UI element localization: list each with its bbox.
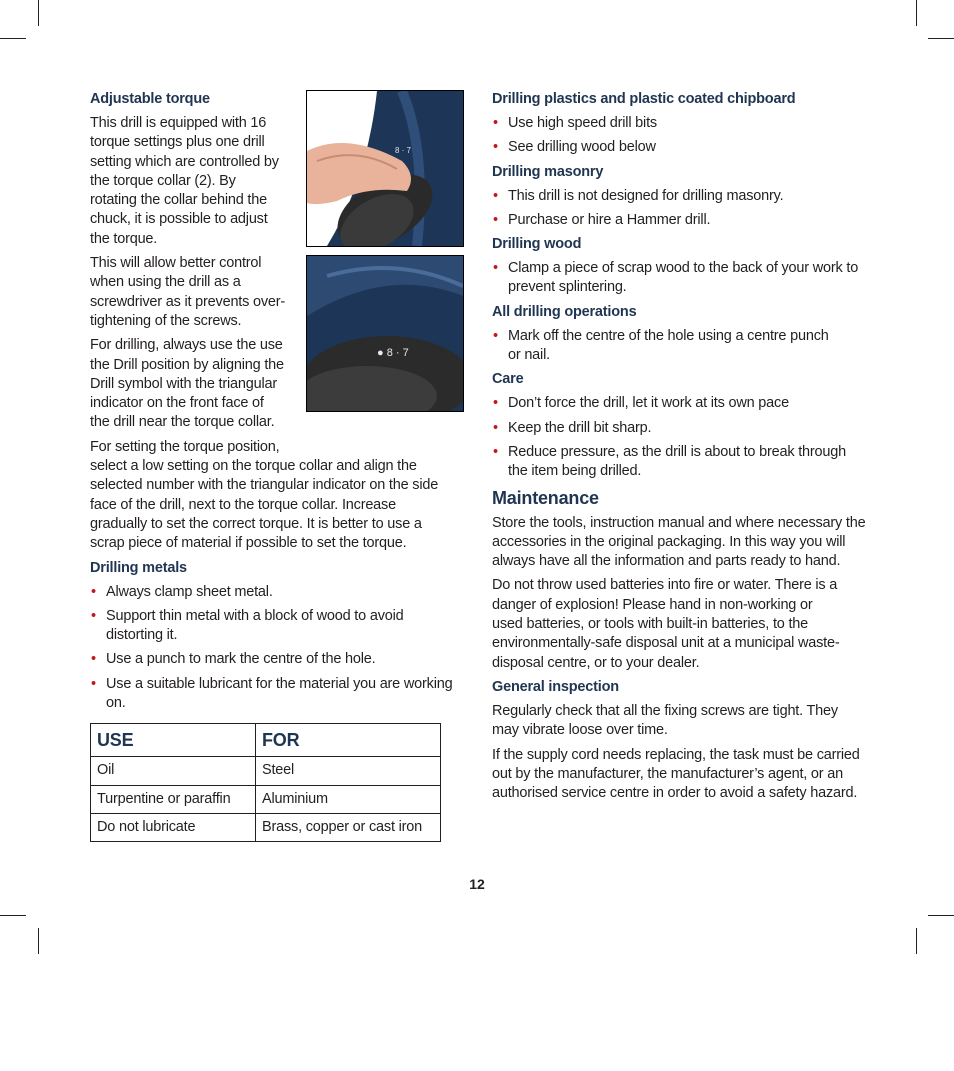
list-item: • Clamp a piece of scrap wood to the back of your work to prevent splintering.	[493, 260, 859, 296]
bullet-glyph: •	[493, 211, 498, 228]
crop-mark	[916, 0, 917, 26]
inspection-paragraph-1: Regularly check that all the fixing screws are tight. They may vibrate loose over time.	[492, 702, 838, 739]
table-cell: Turpentine or paraffin	[91, 785, 256, 813]
list-item: • See drilling wood below	[492, 138, 866, 157]
bullet-glyph: •	[91, 583, 96, 600]
inspection-paragraph-2: If the supply cord needs replacing, the task must be carried out by the manufacturer, the manufacturer’s agent, or an authorised service centre in order to avoid a safety hazard.	[492, 746, 860, 802]
all-operations-heading: All drilling operations	[492, 303, 637, 320]
list-item: • Mark off the centre of the hole using a centre punch or nail.	[493, 327, 829, 364]
bullet-glyph: •	[493, 139, 498, 156]
care-heading: Care	[492, 371, 524, 388]
list-item: • Keep the drill bit sharp.	[492, 419, 866, 438]
right-column	[492, 90, 866, 808]
plastics-list	[492, 114, 866, 158]
table-header-row	[91, 724, 441, 757]
bullet-glyph: •	[493, 443, 498, 460]
table-row	[91, 785, 441, 813]
crop-mark	[928, 915, 954, 916]
adjustable-torque-heading: Adjustable torque	[90, 91, 210, 107]
list-item: • Use a punch to mark the centre of the hole.	[90, 650, 456, 669]
table-row	[91, 813, 441, 841]
left-column	[90, 90, 456, 842]
table-cell: Do not lubricate	[91, 813, 256, 841]
drilling-metals-list	[90, 583, 456, 714]
list-item: • Don’t force the drill, let it work at its own pace	[492, 394, 866, 413]
bullet-glyph: •	[493, 187, 498, 204]
list-item: • Use a suitable lubricant for the material you are working on.	[91, 675, 453, 712]
crop-mark	[38, 928, 39, 954]
torque-paragraph-4-line1: For setting the torque position,	[90, 438, 280, 455]
maintenance-paragraph-1: Store the tools, instruction manual and where necessary the accessories in the original packaging. In this way you will always have all the information and parts ready to hand.	[492, 514, 866, 570]
crop-mark	[0, 38, 26, 39]
crop-mark	[38, 0, 39, 26]
bullet-glyph: •	[91, 651, 96, 668]
table-header-use: USE	[91, 724, 256, 757]
table-cell: Brass, copper or cast iron	[256, 813, 441, 841]
masonry-heading: Drilling masonry	[492, 163, 604, 180]
wood-heading: Drilling wood	[492, 236, 582, 253]
care-list	[492, 394, 866, 481]
torque-paragraph-1: This drill is equipped with 16 torque settings plus one drill setting which are controlled by the torque collar (2). By rotating the collar behind the chuck, it is possible to adjust the torque.	[90, 115, 279, 247]
plastics-heading: Drilling plastics and plastic coated chipboard	[492, 91, 796, 107]
list-item: • This drill is not designed for drilling masonry.	[492, 187, 866, 206]
list-item: • Support thin metal with a block of wood to avoid distorting it.	[91, 607, 404, 644]
bullet-glyph: •	[493, 327, 498, 344]
crop-mark	[0, 915, 26, 916]
bullet-glyph: •	[91, 607, 96, 624]
masonry-list	[492, 187, 866, 231]
table-row	[91, 757, 441, 785]
torque-paragraph-4-rest: select a low setting on the torque collar and align the selected number with the triangular indicator on the side face of the drill, next to the torque collar. Increase gradually to set the correct torque. It is better to use a scrap piece of material if possible to set the torque.	[90, 458, 439, 552]
page-number: 12	[469, 876, 485, 892]
bullet-glyph: •	[493, 115, 498, 131]
bullet-glyph: •	[493, 260, 498, 277]
list-item: • Always clamp sheet metal.	[90, 583, 456, 602]
maintenance-heading: Maintenance	[492, 487, 599, 508]
lubricant-table	[90, 723, 441, 842]
all-operations-list	[492, 327, 866, 366]
wood-list	[492, 259, 866, 298]
table-cell: Aluminium	[256, 785, 441, 813]
table-cell: Oil	[91, 757, 256, 785]
svg-text:● 8 · 7: ● 8 · 7	[377, 347, 409, 359]
general-inspection-heading: General inspection	[492, 678, 619, 695]
bullet-glyph: •	[493, 419, 498, 436]
bullet-glyph: •	[493, 395, 498, 412]
svg-text:8 · 7: 8 · 7	[395, 146, 412, 155]
list-item: • Purchase or hire a Hammer drill.	[492, 211, 866, 230]
table-cell: Steel	[256, 757, 441, 785]
torque-paragraph-2: This will allow better control when using the drill as a screwdriver as it prevents over-tightening of the screws.	[90, 255, 286, 329]
maintenance-paragraph-2: Do not throw used batteries into fire or water. There is a danger of explosion! Please hand in non-working or used batteries, or tools with built-in batteries, to the environmentally-safe disposal unit at a municipal waste-disposal centre, or to your dealer.	[492, 577, 840, 671]
bullet-glyph: •	[91, 675, 96, 692]
torque-paragraph-4	[90, 438, 456, 554]
torque-paragraph-3: For drilling, always use the use the Drill position by aligning the Drill symbol with the triangular indicator on the front face of the drill near the torque collar.	[90, 337, 284, 431]
crop-mark	[928, 38, 954, 39]
list-item: • Use high speed drill bits	[492, 114, 866, 133]
drilling-metals-heading: Drilling metals	[90, 559, 187, 576]
crop-mark	[916, 928, 917, 954]
table-header-for: FOR	[256, 724, 441, 757]
list-item: • Reduce pressure, as the drill is about to break through the item being drilled.	[493, 443, 847, 480]
